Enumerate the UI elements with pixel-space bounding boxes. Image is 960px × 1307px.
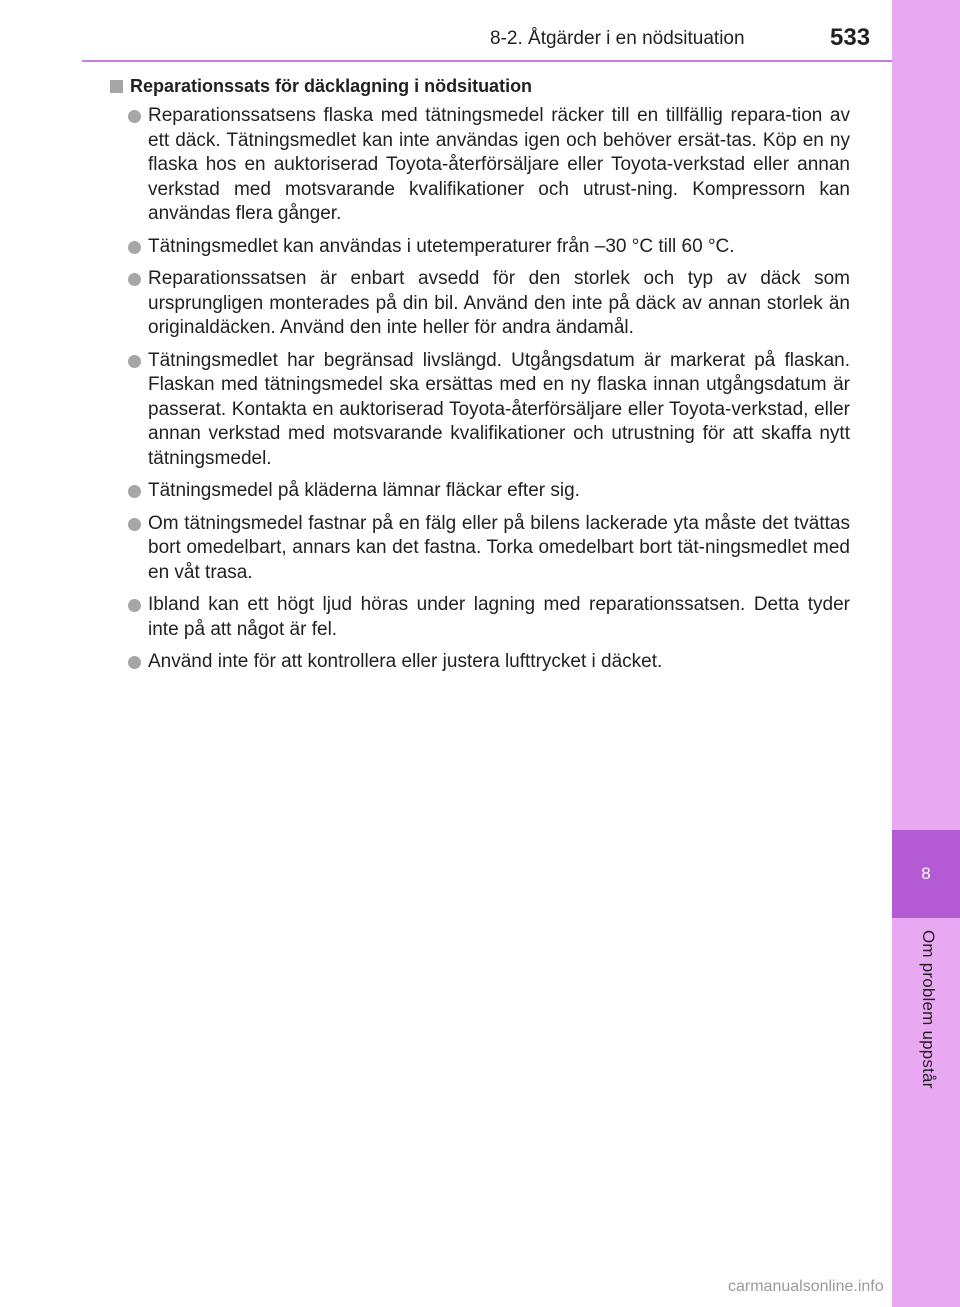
bullet-list bbox=[108, 104, 850, 675]
round-bullet-icon bbox=[128, 485, 141, 498]
watermark: carmanualsonline.info bbox=[728, 1278, 884, 1295]
round-bullet-icon bbox=[128, 518, 141, 531]
header-rule bbox=[82, 60, 892, 62]
round-bullet-icon bbox=[128, 656, 141, 669]
chapter-number: 8 bbox=[921, 864, 931, 883]
chapter-title: Om problem uppstår bbox=[919, 930, 938, 1089]
chapter-side-tab bbox=[892, 0, 960, 1307]
round-bullet-icon bbox=[128, 273, 141, 286]
page-content bbox=[108, 74, 850, 683]
running-header-section: 8-2. Åtgärder i en nödsituation bbox=[490, 28, 745, 49]
list-item: Ibland kan ett högt ljud höras under lagning med reparationssatsen. Detta tyder inte på att något är fel. bbox=[108, 593, 850, 642]
list-item: Reparationssatsen är enbart avsedd för den storlek och typ av däck som ursprungligen monterades på din bil. Använd den inte på däck av annan storlek än originaldäcken. Använd den inte heller för andra ändamål. bbox=[108, 267, 850, 341]
list-item: Om tätningsmedel fastnar på en fälg eller på bilens lackerade yta måste det tvättas bort omedelbart, annars kan det fastna. Torka omedelbart bort tät-ningsmedlet med en våt trasa. bbox=[108, 512, 850, 586]
round-bullet-icon bbox=[128, 110, 141, 123]
page-number: 533 bbox=[830, 24, 871, 51]
round-bullet-icon bbox=[128, 241, 141, 254]
square-bullet-icon bbox=[110, 80, 123, 93]
list-item: Reparationssatsens flaska med tätningsmedel räcker till en tillfällig repara-tion av ett däck. Tätningsmedlet kan inte användas igen och behöver ersät-tas. Köp en ny flaska hos en auktoriserad Toyota-återförsäljare eller Toyota-verkstad eller annan verkstad med motsvarande kvalifikationer och utrust-ning. Kompressorn kan användas flera gånger. bbox=[108, 104, 850, 227]
chapter-number-box bbox=[892, 830, 960, 918]
list-item: Använd inte för att kontrollera eller justera lufttrycket i däcket. bbox=[108, 650, 850, 675]
section-heading-text: Reparationssats för däcklagning i nödsituation bbox=[130, 76, 533, 96]
list-item: Tätningsmedlet har begränsad livslängd. Utgångsdatum är markerat på flaskan. Flaskan med tätningsmedel ska ersättas med en ny flaska innan utgångsdatum är passerat. Kontakta en auktoriserad Toyota-återförsäljare eller Toyota-verkstad, eller annan verkstad med motsvarande kvalifikationer och utrustning för att skaffa nytt tätningsmedel. bbox=[108, 349, 850, 472]
round-bullet-icon bbox=[128, 599, 141, 612]
section-heading bbox=[108, 74, 850, 98]
list-item: Tätningsmedel på kläderna lämnar fläckar efter sig. bbox=[108, 479, 850, 504]
list-item: Tätningsmedlet kan användas i utetemperaturer från –30 °C till 60 °C. bbox=[108, 235, 850, 260]
round-bullet-icon bbox=[128, 355, 141, 368]
